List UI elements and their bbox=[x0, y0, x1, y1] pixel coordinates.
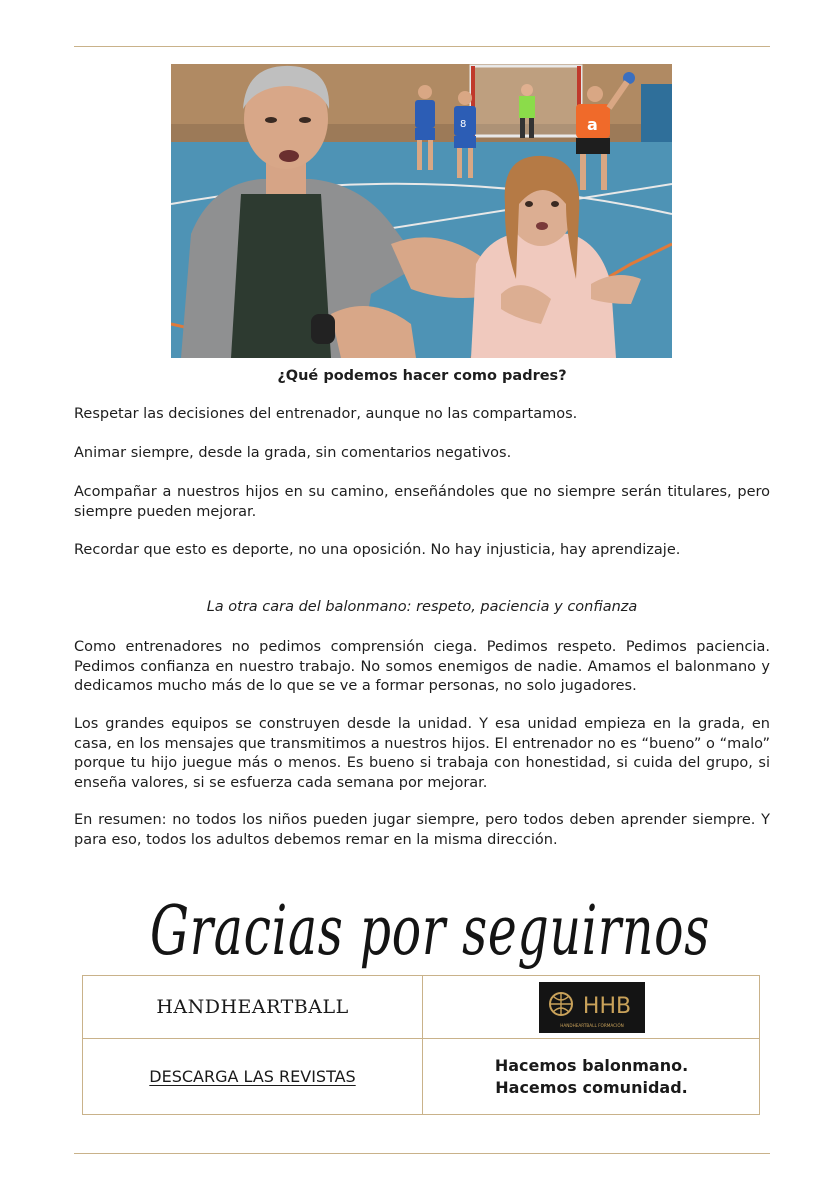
logo-text: HHB bbox=[582, 993, 631, 1019]
handball-parents-photo bbox=[171, 64, 672, 358]
section-subtitle: La otra cara del balonmano: respeto, paciencia y confianza bbox=[206, 599, 638, 615]
paragraph-3: En resumen: no todos los niños pueden jugar siempre, pero todos deben aprender siempre. Y para eso, todos los adultos debemos remar en la misma dirección. bbox=[74, 812, 770, 848]
slogan-line-1: Hacemos balonmano. bbox=[494, 1055, 689, 1075]
logo-cell bbox=[422, 976, 761, 1038]
top-divider bbox=[74, 46, 770, 47]
brand-name: HANDHEARTBALL bbox=[156, 996, 349, 1018]
paragraph-1: Como entrenadores no pedimos comprensión ciega. Pedimos respeto. Pedimos paciencia. Pedimos confianza en nuestro trabajo. No somos enemigos de nadie. Amamos el balonmano y dedicamos mucho más de lo que se ve a formar personas, no solo jugadores. bbox=[74, 639, 770, 694]
tip-4: Recordar que esto es deporte, no una oposición. No hay injusticia, hay aprendizaje. bbox=[74, 542, 681, 558]
tip-1: Respetar las decisiones del entrenador, aunque no las compartamos. bbox=[74, 406, 578, 422]
logo-subtext: HANDHEARTBALL FORMACIÓN bbox=[559, 1022, 624, 1028]
slogan bbox=[495, 1055, 688, 1099]
tip-3: Acompañar a nuestros hijos en su camino, enseñándoles que no siempre serán titulares, pero siempre pueden mejorar. bbox=[74, 484, 770, 520]
tip-2: Animar siempre, desde la grada, sin comentarios negativos. bbox=[74, 445, 512, 461]
footer-table bbox=[82, 975, 760, 1115]
hhb-logo bbox=[539, 982, 645, 1033]
closing-text: Gracias por seguirnos bbox=[150, 892, 710, 971]
bottom-divider bbox=[74, 1153, 770, 1154]
svg-text:8: 8 bbox=[460, 119, 467, 130]
slogan-cell bbox=[422, 1038, 761, 1115]
slogan-line-2: Hacemos comunidad. bbox=[495, 1077, 688, 1097]
svg-text:a: a bbox=[587, 115, 598, 134]
download-magazines-link[interactable]: DESCARGA LAS REVISTAS bbox=[149, 1067, 356, 1086]
photo-caption: ¿Qué podemos hacer como padres? bbox=[277, 368, 567, 384]
closing-script-heading bbox=[130, 862, 730, 992]
download-cell bbox=[83, 1038, 422, 1115]
brand-cell bbox=[83, 976, 422, 1038]
paragraph-2: Los grandes equipos se construyen desde la unidad. Y esa unidad empieza en la grada, en casa, en los mensajes que transmitimos a nuestros hijos. El entrenador no es “bueno” o “malo” porque tu hijo juegue más o menos. Es bueno si trabaja con honestidad, si cuida del grupo, si enseña valores, si se esfuerza cada semana por mejorar. bbox=[74, 716, 770, 791]
